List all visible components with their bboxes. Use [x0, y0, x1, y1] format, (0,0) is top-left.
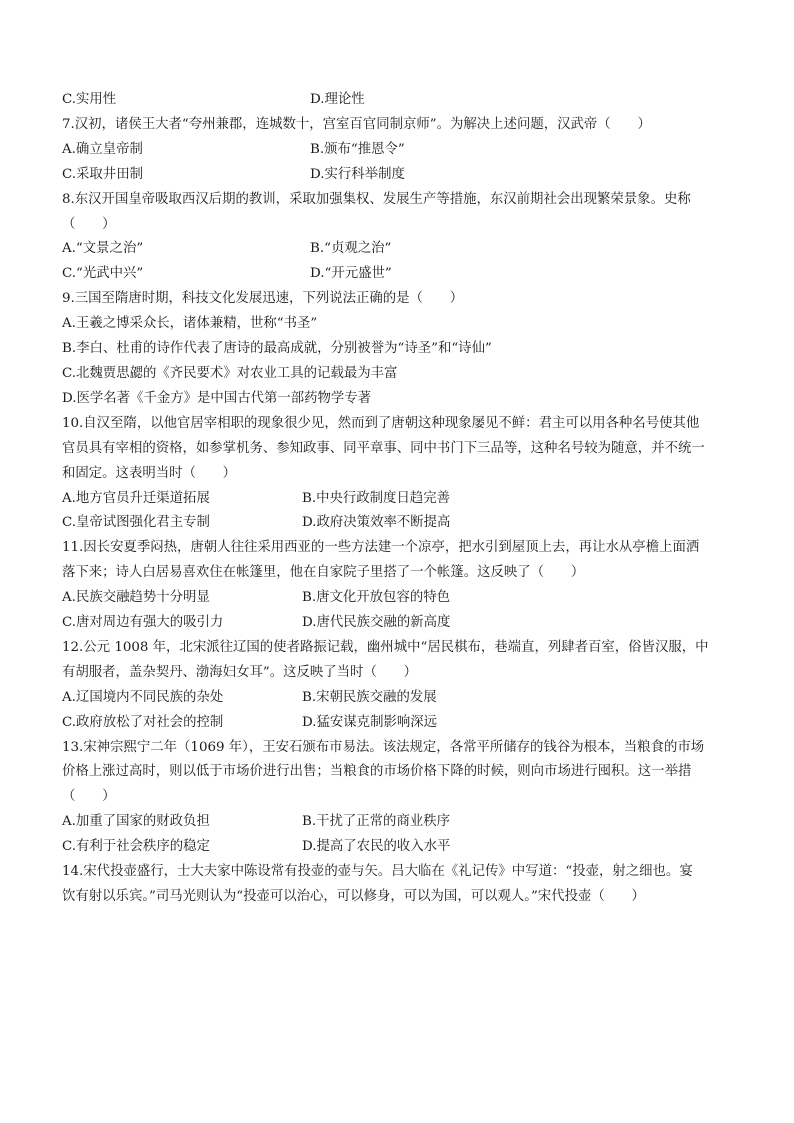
option-row — [62, 511, 732, 536]
option-a: A.地方官员升迁渠道拓展 — [62, 490, 210, 506]
option-a: A.加重了国家的财政负担 — [62, 814, 210, 830]
question-stem-line: 饮有射以乐宾。”司马光则认为“投壶可以治心，可以修身，可以为国，可以观人。”宋代投壶（ ） — [62, 889, 645, 904]
option-b: B.颁布“推恩令” — [310, 141, 405, 157]
option-row — [62, 810, 732, 835]
question-10 — [62, 412, 732, 537]
option-row — [62, 88, 732, 113]
option-c: C.皇帝试图强化君主专制 — [62, 515, 210, 531]
question-stem-line: 12.公元 1008 年，北宋派往辽国的使者路振记载，幽州城中“居民棋布，巷端直，列肆者百室，俗皆汉服，中 — [62, 639, 709, 655]
question-stem-line: 14.宋代投壶盛行，士大夫家中陈设常有投壶的壶与矢。吕大临在《礼记传》中写道：“投壶，射之细也。宴 — [62, 864, 693, 880]
option-d: D.理论性 — [310, 92, 365, 107]
question-11 — [62, 536, 732, 636]
question-stem-line: （ ） — [62, 789, 116, 805]
question-stem-line: 7.汉初，诸侯王大者“夸州兼郡，连城数十，宫室百官同制京师”。为解决上述问题，汉武帝（ ） — [62, 116, 651, 132]
option-d: D.政府决策效率不断提高 — [302, 515, 451, 531]
question-7 — [62, 113, 732, 188]
question-14 — [62, 860, 732, 910]
option-row — [62, 835, 732, 860]
option-b: B.宋朝民族交融的发展 — [302, 689, 437, 705]
question-stem-line: 13.宋神宗熙宁二年（1069 年），王安石颁布市易法。该法规定，各常平所储存的钱谷为根本，当粮食的市场 — [62, 739, 705, 755]
question-stem-line: 8.东汉开国皇帝吸取西汉后期的教训，采取加强集权、发展生产等措施，东汉前期社会出现繁荣景象。史称 — [62, 191, 691, 207]
question-stem-line: （ ） — [62, 216, 116, 232]
option-d: D.猛安谋克制影响深远 — [302, 714, 438, 730]
option-c: C.唐对周边有强大的吸引力 — [62, 615, 224, 631]
option-row — [62, 163, 732, 188]
option-d: D.唐代民族交融的新高度 — [302, 615, 451, 631]
option-b: B.“贞观之治” — [310, 241, 392, 257]
exam-page — [62, 88, 732, 910]
option-d: D.“开元盛世” — [310, 266, 392, 282]
option-c: C.实用性 — [62, 92, 117, 107]
option-b: B.中央行政制度日趋完善 — [302, 490, 451, 506]
question-9 — [62, 287, 732, 412]
question-stem-line: 10.自汉至隋，以他官居宰相职的现象很少见，然而到了唐朝这种现象屡见不鲜：君主可以用各种名号使其他 — [62, 415, 700, 431]
option-b: B.唐文化开放包容的特色 — [302, 590, 451, 606]
option-a: A.确立皇帝制 — [62, 141, 143, 157]
question-stem-line: 价格上涨过高时，则以低于市场价进行出售；当粮食的市场价格下降的时候，则向市场进行囤积。这一举措 — [62, 764, 692, 780]
question-8 — [62, 188, 732, 288]
question-stem-line: 和固定。这表明当时（ ） — [62, 465, 237, 481]
option-a: A.辽国境内不同民族的杂处 — [62, 689, 224, 705]
option-row — [62, 611, 732, 636]
option-b: B.李白、杜甫的诗作代表了唐诗的最高成就，分别被誉为“诗圣”和“诗仙” — [62, 341, 492, 357]
question-13 — [62, 736, 732, 861]
question-12 — [62, 636, 732, 736]
question-stem-line: 11.因长安夏季闷热，唐朝人往往采用西亚的一些方法建一个凉亭，把水引到屋顶上去，再让水从亭檐上面洒 — [62, 540, 700, 556]
option-d: D.提高了农民的收入水平 — [302, 839, 451, 855]
option-row — [62, 262, 732, 287]
option-d: D.医学名著《千金方》是中国古代第一部药物学专著 — [62, 390, 372, 406]
option-c: C.政府放松了对社会的控制 — [62, 714, 224, 730]
question-stem-line: 官员具有宰相的资格，如参掌机务、参知政事、同平章事、同中书门下三品等，这种名号较为随意，并不统一 — [62, 440, 705, 456]
option-row — [62, 138, 732, 163]
option-c: C.有利于社会秩序的稳定 — [62, 839, 210, 855]
option-d: D.实行科举制度 — [310, 166, 405, 182]
option-row — [62, 487, 732, 512]
option-a: A.“文景之治” — [62, 241, 144, 257]
option-a: A.王羲之博采众长，诸体兼精，世称“书圣” — [62, 316, 318, 332]
option-c: C.采取井田制 — [62, 166, 143, 182]
question-stem-line: 落下来；诗人白居易喜欢住在帐篷里，他在自家院子里搭了一个帐篷。这反映了（ ） — [62, 565, 585, 581]
question-stem-line: 9.三国至隋唐时期，科技文化发展迅速，下列说法正确的是（ ） — [62, 291, 464, 307]
option-c: C.“光武中兴” — [62, 266, 144, 282]
option-row — [62, 711, 732, 736]
option-row — [62, 686, 732, 711]
option-c: C.北魏贾思勰的《齐民要术》对农业工具的记载最为丰富 — [62, 365, 398, 381]
option-row — [62, 586, 732, 611]
option-a: A.民族交融趋势十分明显 — [62, 590, 210, 606]
question-stem-line: 有胡服者，盖杂契丹、渤海妇女耳”。这反映了当时（ ） — [62, 664, 417, 680]
option-b: B.干扰了正常的商业秩序 — [302, 814, 451, 830]
option-row — [62, 237, 732, 262]
